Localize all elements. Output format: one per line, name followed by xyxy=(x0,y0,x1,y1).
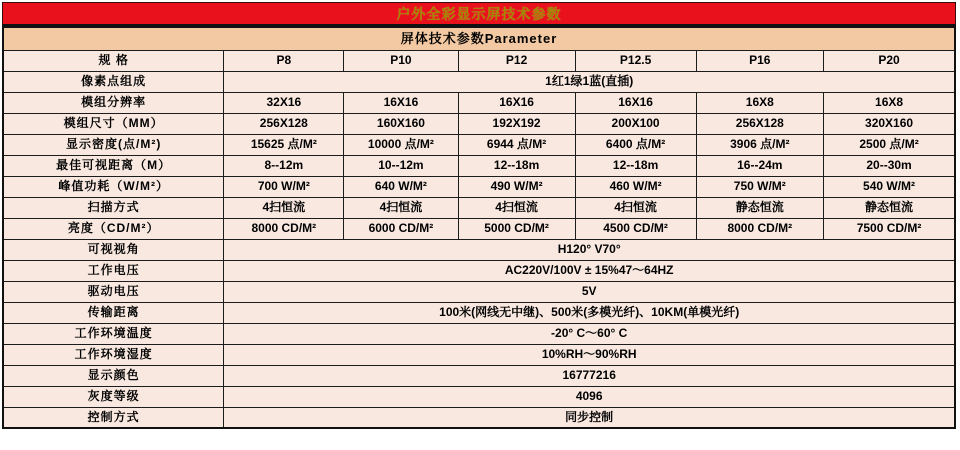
row-label: 最佳可视距离（M） xyxy=(3,155,224,176)
row-value: 4扫恒流 xyxy=(344,197,458,218)
row-value: 16X8 xyxy=(824,92,955,113)
table-row xyxy=(3,218,955,239)
table-row xyxy=(3,386,955,407)
row-label: 模组分辨率 xyxy=(3,92,224,113)
table-row xyxy=(3,155,955,176)
model-header-p12: P12 xyxy=(458,50,575,71)
row-value-merged: 16777216 xyxy=(224,365,955,386)
row-value-merged: -20° C～60° C xyxy=(224,323,955,344)
row-value: 700 W/M² xyxy=(224,176,344,197)
row-value: 8--12m xyxy=(224,155,344,176)
row-value: 8000 CD/M² xyxy=(696,218,824,239)
spec-header-row xyxy=(3,50,955,71)
row-value: 静态恒流 xyxy=(696,197,824,218)
row-label: 灰度等级 xyxy=(3,386,224,407)
row-value: 750 W/M² xyxy=(696,176,824,197)
table-row xyxy=(3,113,955,134)
table-row xyxy=(3,239,955,260)
row-value: 256X128 xyxy=(696,113,824,134)
row-value-merged: AC220V/100V ± 15%47～64HZ xyxy=(224,260,955,281)
row-value: 16X8 xyxy=(696,92,824,113)
row-value: 640 W/M² xyxy=(344,176,458,197)
row-value-merged: H120° V70° xyxy=(224,239,955,260)
row-value-merged: 100米(网线无中继)、500米(多模光纤)、10KM(单模光纤) xyxy=(224,302,955,323)
row-value: 6944 点/M² xyxy=(458,134,575,155)
page-title: 户外全彩显示屏技术参数 xyxy=(396,5,562,22)
row-value: 12--18m xyxy=(575,155,696,176)
row-value: 3906 点/M² xyxy=(696,134,824,155)
row-value: 32X16 xyxy=(224,92,344,113)
row-value: 20--30m xyxy=(824,155,955,176)
row-value: 8000 CD/M² xyxy=(224,218,344,239)
table-body xyxy=(3,71,955,428)
table-row xyxy=(3,323,955,344)
row-value: 540 W/M² xyxy=(824,176,955,197)
row-value: 4扫恒流 xyxy=(458,197,575,218)
row-value: 320X160 xyxy=(824,113,955,134)
table-row xyxy=(3,197,955,218)
row-value: 16X16 xyxy=(575,92,696,113)
table-row xyxy=(3,71,955,92)
model-header-p20: P20 xyxy=(824,50,955,71)
row-value: 12--18m xyxy=(458,155,575,176)
row-value: 16X16 xyxy=(458,92,575,113)
spec-header-label: 规 格 xyxy=(3,50,224,71)
row-value-merged: 10%RH～90%RH xyxy=(224,344,955,365)
row-value: 5000 CD/M² xyxy=(458,218,575,239)
row-label: 工作环境湿度 xyxy=(3,344,224,365)
row-label: 传输距离 xyxy=(3,302,224,323)
row-label: 亮度（CD/M²） xyxy=(3,218,224,239)
row-value-merged: 4096 xyxy=(224,386,955,407)
table-subtitle-row xyxy=(3,27,955,50)
table-row xyxy=(3,176,955,197)
model-header-p12-5: P12.5 xyxy=(575,50,696,71)
row-value: 160X160 xyxy=(344,113,458,134)
table-row xyxy=(3,260,955,281)
table-row xyxy=(3,92,955,113)
table-row xyxy=(3,344,955,365)
row-value: 4500 CD/M² xyxy=(575,218,696,239)
row-label: 工作电压 xyxy=(3,260,224,281)
row-label: 像素点组成 xyxy=(3,71,224,92)
row-value: 6400 点/M² xyxy=(575,134,696,155)
row-label: 可视视角 xyxy=(3,239,224,260)
row-label: 显示颜色 xyxy=(3,365,224,386)
row-value-merged: 5V xyxy=(224,281,955,302)
row-value: 16X16 xyxy=(344,92,458,113)
table-row xyxy=(3,365,955,386)
row-value: 2500 点/M² xyxy=(824,134,955,155)
table-row xyxy=(3,302,955,323)
table-row xyxy=(3,281,955,302)
model-header-p16: P16 xyxy=(696,50,824,71)
row-label: 显示密度(点/M²) xyxy=(3,134,224,155)
row-label: 模组尺寸（MM） xyxy=(3,113,224,134)
row-value: 静态恒流 xyxy=(824,197,955,218)
row-value: 10000 点/M² xyxy=(344,134,458,155)
title-bar xyxy=(2,2,956,26)
row-label: 峰值功耗（W/M²） xyxy=(3,176,224,197)
row-label: 驱动电压 xyxy=(3,281,224,302)
row-value-merged: 1红1绿1蓝(直插) xyxy=(224,71,955,92)
row-value: 10--12m xyxy=(344,155,458,176)
row-value-merged: 同步控制 xyxy=(224,407,955,428)
row-value: 6000 CD/M² xyxy=(344,218,458,239)
row-value: 16--24m xyxy=(696,155,824,176)
row-value: 4扫恒流 xyxy=(224,197,344,218)
table-row xyxy=(3,134,955,155)
model-header-p8: P8 xyxy=(224,50,344,71)
row-label: 扫描方式 xyxy=(3,197,224,218)
row-label: 工作环境温度 xyxy=(3,323,224,344)
row-value: 200X100 xyxy=(575,113,696,134)
row-value: 192X192 xyxy=(458,113,575,134)
row-label: 控制方式 xyxy=(3,407,224,428)
row-value: 7500 CD/M² xyxy=(824,218,955,239)
spec-sheet xyxy=(2,2,956,429)
row-value: 460 W/M² xyxy=(575,176,696,197)
row-value: 256X128 xyxy=(224,113,344,134)
row-value: 15625 点/M² xyxy=(224,134,344,155)
table-subtitle: 屏体技术参数Parameter xyxy=(3,27,955,50)
row-value: 4扫恒流 xyxy=(575,197,696,218)
table-row xyxy=(3,407,955,428)
model-header-p10: P10 xyxy=(344,50,458,71)
parameter-table xyxy=(2,26,956,429)
row-value: 490 W/M² xyxy=(458,176,575,197)
